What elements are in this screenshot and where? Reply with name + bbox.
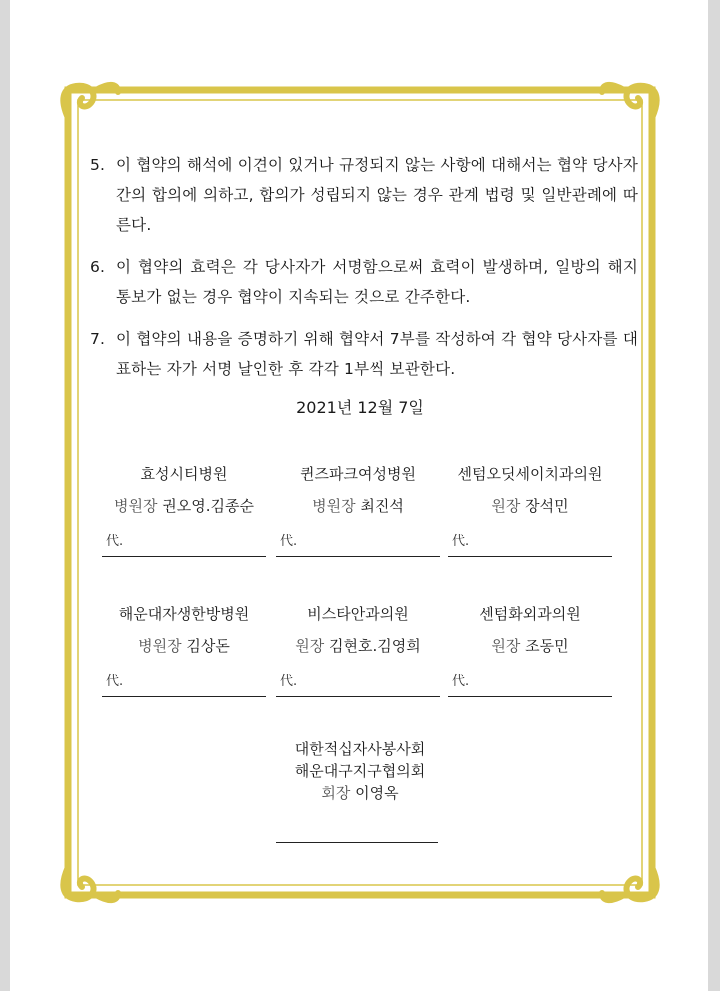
clause-number: 5.	[90, 156, 106, 174]
red-cross-org-line1: 대한적십자사봉사회	[294, 740, 426, 758]
seal-mark: 代.	[106, 674, 124, 689]
signatory-block	[448, 602, 612, 697]
agreement-date: 2021년 12월 7일	[296, 398, 424, 417]
signatory-name: 김상돈	[186, 637, 230, 655]
signatory-name: 장석민	[525, 497, 569, 515]
signatory-block	[102, 462, 266, 557]
clause-6	[90, 252, 638, 312]
signature-line	[102, 530, 266, 557]
clause-7	[90, 324, 638, 384]
clause-text: 이 협약의 해석에 이견이 있거나 규정되지 않는 사항에 대해서는 협약 당사자 간의 합의에 의하고, 합의가 성립되지 않는 경우 관계 법령 및 일반관례에 따른다.	[116, 156, 638, 234]
signatory-block	[102, 602, 266, 697]
signatory-org: 퀸즈파크여성병원	[300, 465, 416, 483]
signatory-representative	[276, 494, 440, 518]
clause-number: 6.	[90, 258, 106, 276]
signatory-role: 원장	[295, 637, 325, 655]
signatory-name: 최진석	[360, 497, 404, 515]
signatory-block	[276, 602, 440, 697]
signatory-role: 병원장	[114, 497, 158, 515]
red-cross-representative	[0, 782, 720, 804]
signatory-representative	[276, 634, 440, 658]
signatory-representative	[448, 494, 612, 518]
seal-mark: 代.	[280, 674, 298, 689]
clause-text: 이 협약의 효력은 각 당사자가 서명함으로써 효력이 발생하며, 일방의 해지 통보가 없는 경우 협약이 지속되는 것으로 간주한다.	[116, 258, 638, 306]
signatory-org: 해운대자생한방병원	[118, 605, 250, 623]
clause-5	[90, 150, 638, 240]
signature-line	[276, 670, 440, 697]
signatory-role: 병원장	[312, 497, 356, 515]
red-cross-signatory	[0, 738, 720, 804]
signatory-org: 비스타안과의원	[307, 605, 409, 623]
clause-number: 7.	[90, 330, 106, 348]
signatory-role: 병원장	[138, 637, 182, 655]
signatory-representative	[102, 634, 266, 658]
signatory-block	[448, 462, 612, 557]
signatory-name: 김현호.김영희	[329, 637, 421, 655]
signatory-org: 센텀오딧세이치과의원	[457, 465, 603, 483]
signatory-role: 원장	[491, 497, 521, 515]
signatory-org: 센텀화외과의원	[479, 605, 581, 623]
signatory-org: 효성시티병원	[140, 465, 228, 483]
signatory-representative	[102, 494, 266, 518]
signature-line	[448, 530, 612, 557]
seal-mark: 代.	[106, 534, 124, 549]
signatory-name: 권오영.김종순	[162, 497, 254, 515]
signature-line	[448, 670, 612, 697]
seal-mark: 代.	[452, 674, 470, 689]
signature-line	[276, 842, 438, 843]
agreement-clauses	[90, 150, 638, 396]
signatory-representative	[448, 634, 612, 658]
red-cross-role: 회장	[321, 784, 351, 802]
clause-text: 이 협약의 내용을 증명하기 위해 협약서 7부를 작성하여 각 협약 당사자를 대표하는 자가 서명 날인한 후 각각 1부씩 보관한다.	[116, 330, 638, 378]
signatory-role: 원장	[491, 637, 521, 655]
signature-line	[102, 670, 266, 697]
seal-mark: 代.	[452, 534, 470, 549]
red-cross-org-line2: 해운대구지구협의회	[294, 762, 426, 780]
signatory-block	[276, 462, 440, 557]
signature-line	[276, 530, 440, 557]
signatory-name: 조동민	[525, 637, 569, 655]
seal-mark: 代.	[280, 534, 298, 549]
red-cross-name: 이영옥	[355, 784, 399, 802]
